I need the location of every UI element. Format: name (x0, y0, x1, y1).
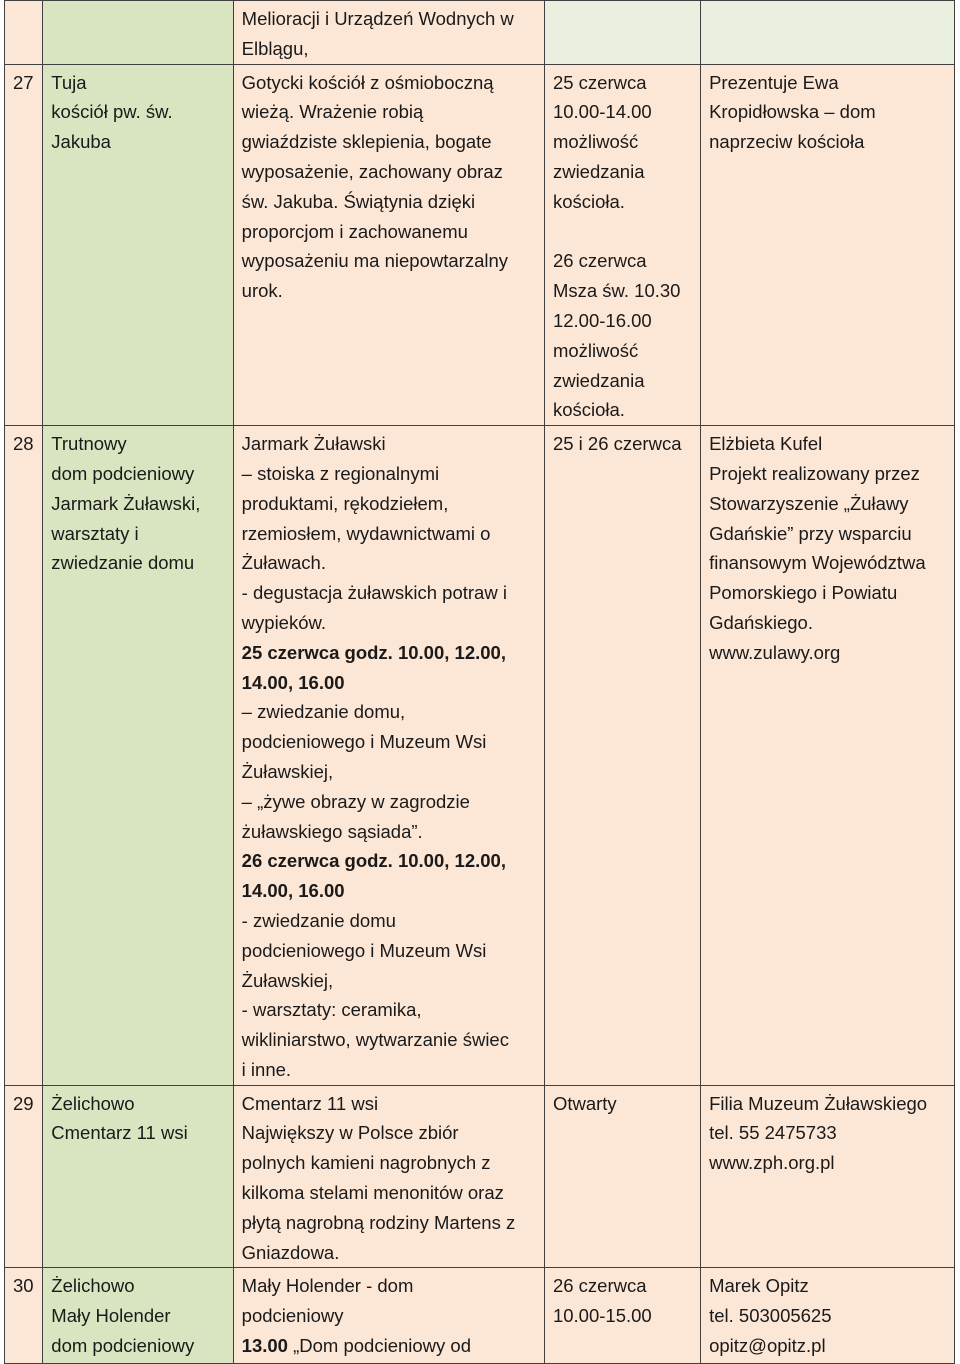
date-line: kościoła. (552, 190, 625, 212)
place-line: kościół pw. św. (51, 101, 173, 123)
description-line: Elblągu, (241, 37, 309, 59)
event-title: „Dom podcieniowy od (293, 1335, 472, 1357)
description-line: Gniazdowa. (241, 1241, 340, 1263)
row-number-cell: 27 (5, 64, 43, 426)
website-link[interactable]: www.zph.org.pl (709, 1152, 835, 1174)
description-line: wyposażenie, zachowany obraz (241, 160, 503, 182)
description-cell (233, 426, 544, 1086)
description-line: 25 czerwca godz. 10.00, 12.00, (241, 641, 506, 663)
place-line: Jarmark Żuławski, (51, 492, 201, 514)
place-cell (43, 64, 233, 426)
description-line: – stoiska z regionalnymi (241, 462, 440, 484)
place-line: Cmentarz 11 wsi (51, 1122, 188, 1144)
description-line: kilkoma stelami menonitów oraz (241, 1182, 504, 1204)
table-row (5, 1, 955, 65)
description-line: płytą nagrobną rodziny Martens z (241, 1211, 516, 1233)
description-line: wikliniarstwo, wytwarzanie świec (241, 1029, 509, 1051)
place-cell (43, 1, 233, 65)
row-number-cell: 30 (5, 1268, 43, 1364)
info-line: Pomorskiego i Powiatu (709, 582, 898, 604)
date-line: 25 i 26 czerwca (552, 433, 682, 455)
info-line: tel. 55 2475733 (709, 1122, 837, 1144)
info-line: Kropidłowska – dom (709, 101, 876, 123)
description-line: Gotycki kościół z ośmioboczną (241, 71, 494, 93)
row-number-cell: 29 (5, 1085, 43, 1268)
info-cell (701, 64, 955, 426)
description-line: urok. (241, 280, 283, 302)
description-line: św. Jakuba. Świątynia dzięki (241, 190, 476, 212)
date-cell (544, 1085, 700, 1268)
website-link[interactable]: www.zulawy.org (709, 641, 841, 663)
date-cell (544, 1, 700, 65)
description-line: 26 czerwca godz. 10.00, 12.00, (241, 850, 506, 872)
description-line: podcieniowego i Muzeum Wsi (241, 731, 487, 753)
description-line: produktami, rękodziełem, (241, 492, 449, 514)
description-line: Żuławach. (241, 552, 326, 574)
description-line: – zwiedzanie domu, (241, 701, 406, 723)
description-line: 14.00, 16.00 (241, 880, 345, 902)
table-row (5, 1085, 955, 1268)
description-line: żuławskiego sąsiada”. (241, 820, 423, 842)
time-label: 13.00 (241, 1335, 288, 1357)
description-line: - warsztaty: ceramika, (241, 999, 422, 1021)
info-line: Elżbieta Kufel (709, 433, 823, 455)
description-line: - zwiedzanie domu (241, 909, 396, 931)
description-line (242, 1331, 536, 1361)
description-line: wyposażeniu ma niepowtarzalny (241, 250, 509, 272)
date-cell (544, 64, 700, 426)
date-line: 10.00-14.00 (552, 101, 652, 123)
info-line: tel. 503005625 (709, 1305, 832, 1327)
info-cell (701, 1, 955, 65)
row-number-cell (5, 1, 43, 65)
table-row (5, 64, 955, 426)
place-line: warsztaty i (51, 522, 139, 544)
description-line: proporcjom i zachowanemu (241, 220, 468, 242)
events-table (4, 0, 955, 1364)
description-line: Mały Holender - dom (241, 1275, 414, 1297)
place-line: Żelichowo (51, 1092, 135, 1114)
place-line: Trutnowy (51, 433, 127, 455)
description-cell (233, 1, 544, 65)
date-line: Otwarty (552, 1092, 617, 1114)
email-link[interactable]: opitz@opitz.pl (709, 1335, 826, 1357)
info-line: Stowarzyszenie „Żuławy (709, 492, 909, 514)
description-line: Żuławskiej, (241, 969, 334, 991)
place-line: zwiedzanie domu (51, 552, 195, 574)
description-line: Jarmark Żuławski (241, 433, 386, 455)
date-line: 10.00-15.00 (552, 1305, 652, 1327)
place-cell (43, 426, 233, 1086)
description-line: wieżą. Wrażenie robią (241, 101, 424, 123)
info-line: finansowym Województwa (709, 552, 926, 574)
date-line: 25 czerwca (552, 71, 647, 93)
description-line: - degustacja żuławskich potraw i (241, 582, 507, 604)
date-line: 12.00-16.00 (552, 309, 652, 331)
place-cell (43, 1085, 233, 1268)
description-line: podcieniowego i Muzeum Wsi (241, 939, 487, 961)
description-line: Największy w Polsce zbiór (241, 1122, 459, 1144)
spacer (553, 217, 692, 247)
place-line: Żelichowo (51, 1275, 135, 1297)
info-line: naprzeciw kościoła (709, 131, 865, 153)
description-line: polnych kamieni nagrobnych z (241, 1152, 491, 1174)
date-line: zwiedzania (552, 160, 645, 182)
description-line: i inne. (241, 1058, 292, 1080)
place-line: dom podcieniowy (51, 1335, 195, 1357)
date-line: zwiedzania (552, 369, 645, 391)
row-number-cell: 28 (5, 426, 43, 1086)
info-line: Prezentuje Ewa (709, 71, 839, 93)
description-line: Cmentarz 11 wsi (241, 1092, 379, 1114)
date-line: 26 czerwca (552, 250, 647, 272)
description-line: Żuławskiej, (241, 760, 334, 782)
date-line: możliwość (552, 131, 639, 153)
date-line: możliwość (552, 339, 639, 361)
description-line: gwiaździste sklepienia, bogate (241, 131, 492, 153)
date-line: kościoła. (552, 399, 625, 421)
description-cell (233, 64, 544, 426)
place-line: dom podcieniowy (51, 462, 195, 484)
info-line: Projekt realizowany przez (709, 462, 920, 484)
info-line: Gdańskie” przy wsparciu (709, 522, 912, 544)
place-line: Jakuba (51, 131, 111, 153)
date-line: Msza św. 10.30 (552, 280, 681, 302)
info-line: Marek Opitz (709, 1275, 809, 1297)
description-line: podcieniowy (241, 1305, 344, 1327)
info-line: Filia Muzeum Żuławskiego (709, 1092, 928, 1114)
description-line: – „żywe obrazy w zagrodzie (241, 790, 470, 812)
place-line: Mały Holender (51, 1305, 171, 1327)
date-cell (544, 426, 700, 1086)
description-line: Melioracji i Urządzeń Wodnych w (241, 8, 514, 29)
description-cell (233, 1085, 544, 1268)
table-row (5, 426, 955, 1086)
place-line: Tuja (51, 71, 87, 93)
description-line: 14.00, 16.00 (241, 671, 345, 693)
info-line: Gdańskiego. (709, 611, 813, 633)
info-cell (701, 426, 955, 1086)
info-cell (701, 1085, 955, 1268)
description-line: rzemiosłem, wydawnictwami o (241, 522, 491, 544)
description-line: wypieków. (241, 611, 326, 633)
date-line: 26 czerwca (552, 1275, 647, 1297)
